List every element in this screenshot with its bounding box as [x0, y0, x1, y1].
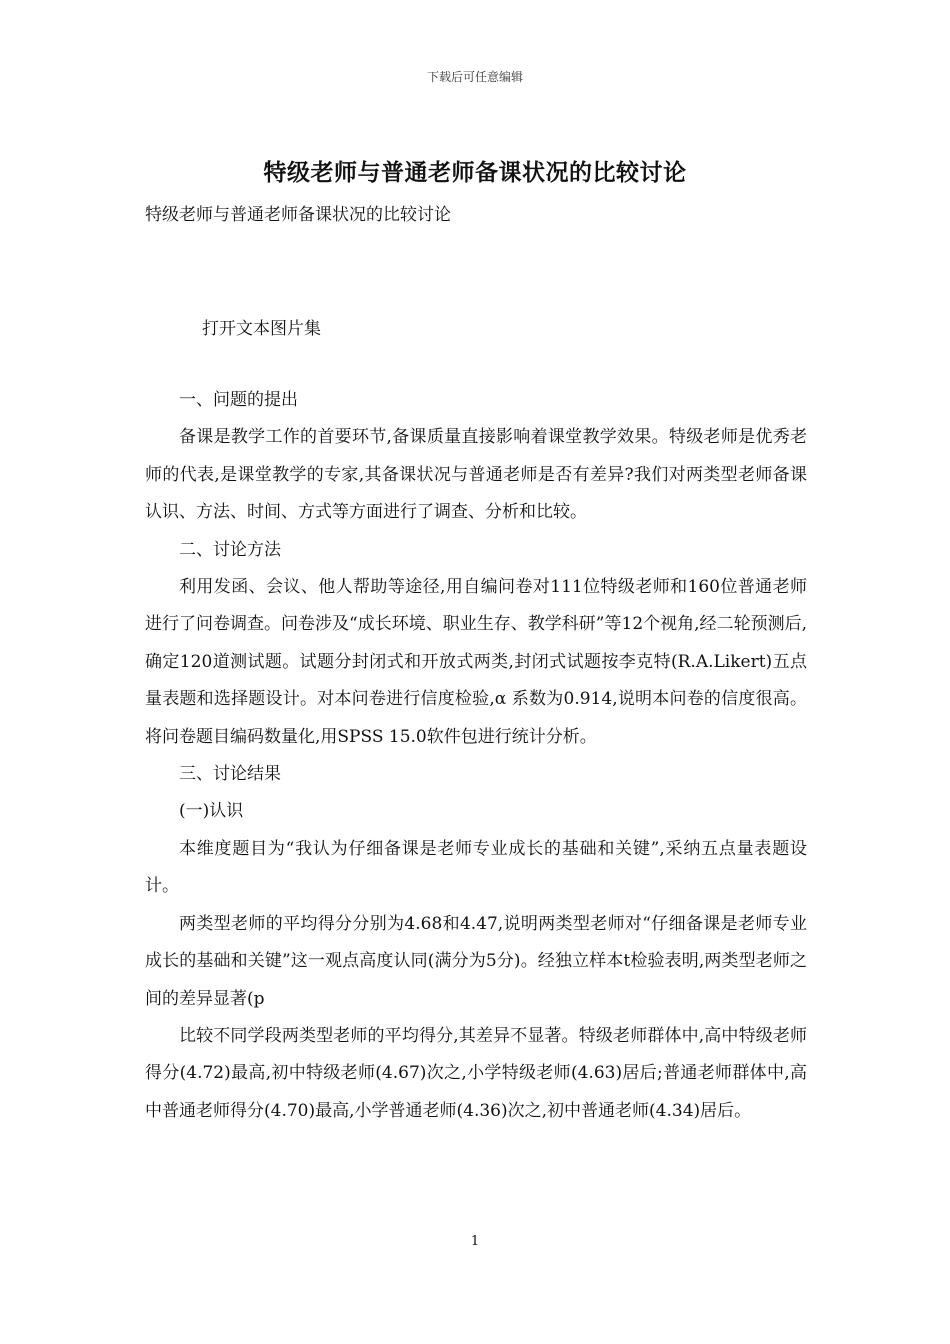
body-paragraph: 备课是教学工作的首要环节,备课质量直接影响着课堂教学效果。特级老师是优秀老师的代表,是课堂教学的专家,其备课状况与普通老师是否有差异?我们对两类型老师备课认识、方法、时间、方式等方面进行了调查、分析和比较。: [145, 427, 807, 523]
subsection-heading-cognition: (一)认识: [179, 801, 244, 822]
section-heading-method: 二、讨论方法: [179, 539, 281, 560]
document-title: 特级老师与普通老师备课状况的比较讨论: [263, 159, 687, 186]
body-paragraph: 利用发函、会议、他人帮助等途径,用自编问卷对111位特级老师和160位普通老师进行了问卷调查。问卷涉及“成长环境、职业生存、教学科研”等12个视角,经二轮预测后,确定120道测试题。试题分封闭式和开放式两类,封闭式试题按李克特(R.A.Likert)五点量表题和选择题设计。对本问卷进行信度检验,α 系数为0.914,说明本问卷的信度很高。将问卷题目编码数量化,用SPSS 15.0软件包进行统计分析。: [145, 577, 807, 747]
document-subtitle: 特级老师与普通老师备课状况的比较讨论: [145, 205, 451, 225]
body-paragraph: 本维度题目为“我认为仔细备课是老师专业成长的基础和关键”,采纳五点量表题设计。: [145, 838, 807, 897]
section-heading-problem: 一、问题的提出: [179, 390, 298, 410]
open-image-gallery-link[interactable]: 打开文本图片集: [202, 319, 321, 339]
page-header-note: 下载后可任意编辑: [426, 70, 523, 84]
body-paragraph: 比较不同学段两类型老师的平均得分,其差异不显著。特级老师群体中,高中特级老师得分(4.72)最高,初中特级老师(4.67)次之,小学特级老师(4.63)居后;普通老师群体中,高中普通老师得分(4.70)最高,小学普通老师(4.36)次之,初中普通老师(4.34)居后。: [145, 1025, 807, 1121]
page-number: 1: [470, 1234, 480, 1249]
section-heading-results: 三、讨论结果: [179, 764, 281, 785]
body-paragraph: 两类型老师的平均得分分别为4.68和4.47,说明两类型老师对“仔细备课是老师专业成长的基础和关键”这一观点高度认同(满分为5分)。经独立样本t检验表明,两类型老师之间的差异显著(p: [145, 913, 807, 1009]
document-body: [145, 382, 807, 1130]
